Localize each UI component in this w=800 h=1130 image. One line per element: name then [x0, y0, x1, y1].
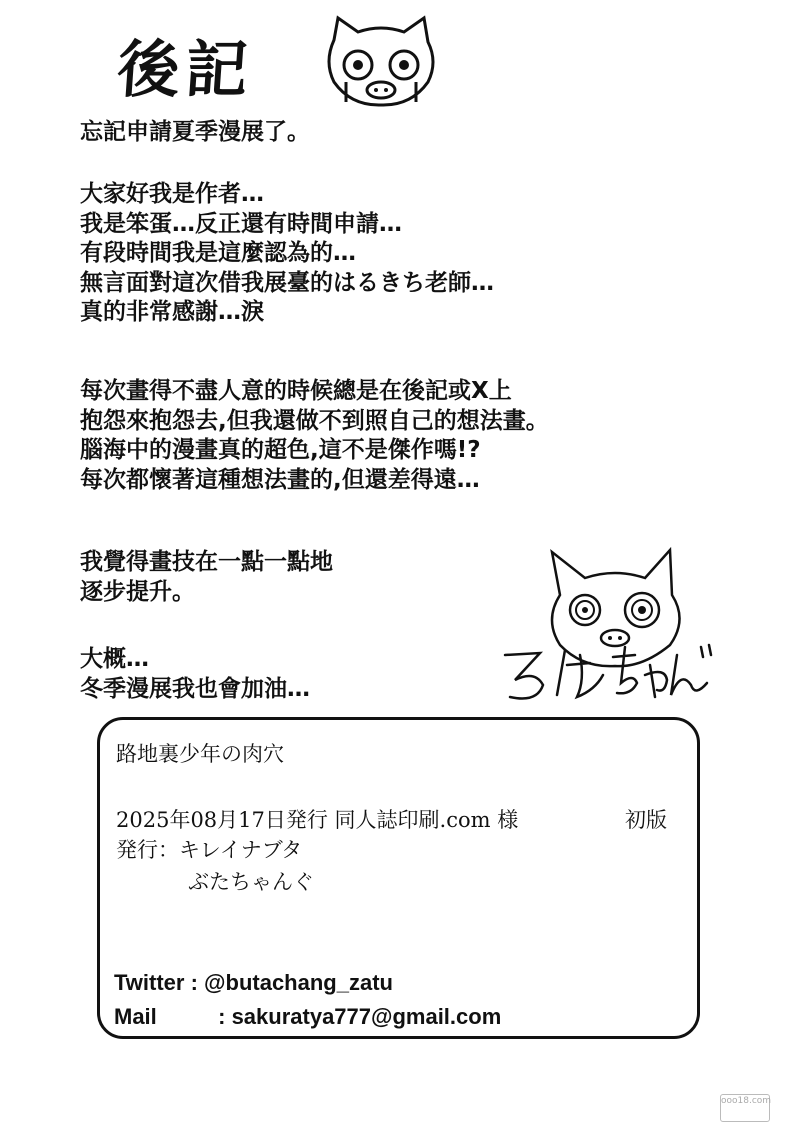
publisher: 発行：キレイナブタ — [116, 838, 303, 862]
watermark-text: ooo18.com — [721, 1096, 772, 1106]
pig-face-icon — [316, 10, 446, 110]
mail-address: : sakuratya777@gmail.com — [218, 1004, 502, 1029]
mail-label: Mail — [114, 1004, 157, 1029]
text-line: 真的非常感謝…淚 — [80, 299, 264, 325]
colophon-box — [97, 717, 700, 1039]
text-line: 冬季漫展我也會加油… — [80, 675, 310, 702]
text-line: 我覺得畫技在一點一點地 — [80, 549, 333, 575]
text-line: 腦海中的漫畫真的超色,這不是傑作嗎!? — [80, 437, 481, 463]
text-line: 每次都懷著這種想法畫的,但還差得遠… — [80, 466, 480, 493]
text-line: 大家好我是作者… — [80, 181, 264, 207]
text-line: 我是笨蛋…反正還有時間申請… — [80, 210, 402, 237]
text-line: 抱怨來抱怨去,但我還做不到照自己的想法畫。 — [80, 407, 549, 434]
author-name: ぶたちゃんぐ — [188, 870, 314, 894]
edition-label: 初版 — [625, 808, 667, 832]
twitter-handle: : @butachang_zatu — [190, 970, 393, 995]
text-line: 有段時間我是這麼認為的… — [80, 240, 356, 266]
twitter-line — [114, 970, 393, 996]
text-line: 大概… — [80, 646, 149, 672]
paragraph-4 — [80, 548, 333, 607]
paragraph-3 — [80, 377, 549, 495]
signature-image — [495, 635, 725, 715]
book-title: 路地裏少年の肉穴 — [116, 742, 284, 766]
publish-date: 2025年08月17日発行 同人誌印刷.com 様 — [116, 808, 519, 832]
paragraph-2 — [80, 180, 494, 328]
paragraph-1 — [80, 118, 310, 148]
text-line: 無言面對這次借我展臺的はるきち老師… — [80, 269, 494, 296]
paragraph-5 — [80, 645, 310, 704]
text-line: 每次畫得不盡人意的時候總是在後記或X上 — [80, 378, 512, 404]
twitter-label: Twitter — [114, 970, 185, 995]
watermark — [720, 1094, 770, 1122]
text-line: 逐步提升。 — [80, 578, 195, 605]
text-line: 忘記申請夏季漫展了。 — [80, 119, 310, 145]
mail-line — [114, 1004, 501, 1030]
page-title: 後記 — [115, 33, 257, 106]
